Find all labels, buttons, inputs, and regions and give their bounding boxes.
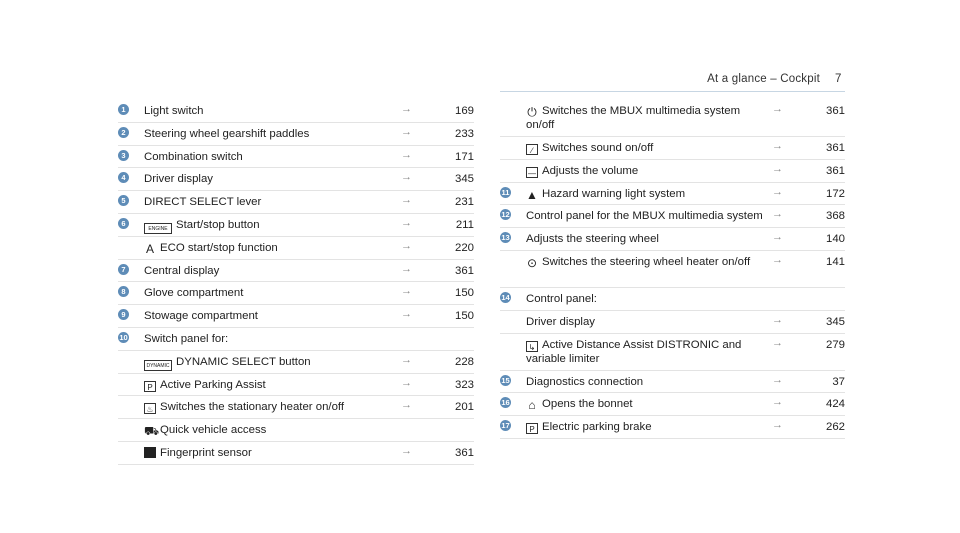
section-title: At a glance – Cockpit	[707, 73, 820, 85]
item-text: Light switch	[144, 105, 204, 117]
page-reference: 361	[825, 105, 845, 117]
reference-arrow: →	[401, 103, 412, 115]
item-label	[144, 127, 410, 141]
left-column	[118, 100, 474, 465]
item-text: Fingerprint sensor	[160, 446, 252, 459]
reference-arrow: →	[772, 162, 783, 175]
page-reference: 231	[454, 196, 474, 209]
list-item	[500, 100, 845, 137]
item-text: Switch panel for:	[144, 332, 229, 345]
header-rule	[500, 91, 845, 92]
list-item	[118, 374, 474, 397]
reference-arrow: →	[401, 262, 412, 275]
reference-arrow: →	[772, 313, 783, 326]
list-item	[500, 334, 845, 371]
item-label	[144, 355, 410, 371]
page-reference: 424	[825, 398, 845, 411]
reference-arrow: →	[772, 140, 783, 152]
mute-icon: ∕	[526, 144, 538, 155]
item-text: DIRECT SELECT lever	[144, 196, 262, 209]
page-reference: 150	[454, 287, 474, 300]
item-text: Hazard warning light system	[542, 187, 686, 200]
item-label	[144, 218, 410, 234]
reference-arrow: →	[401, 399, 412, 412]
item-text: Quick vehicle access	[160, 424, 267, 437]
page-reference: 345	[825, 315, 845, 328]
item-label	[144, 332, 410, 346]
reference-arrow: →	[772, 419, 783, 432]
list-item	[500, 371, 845, 394]
item-number-badge: 12	[501, 210, 510, 220]
list-item	[500, 137, 845, 160]
item-number-badge: 3	[118, 150, 129, 161]
page-reference: 279	[825, 338, 845, 351]
list-item	[500, 393, 845, 416]
list-item	[118, 191, 474, 214]
item-label	[144, 195, 410, 209]
reference-arrow: →	[401, 376, 412, 389]
item-text: Adjusts the steering wheel	[526, 233, 659, 246]
item-number-badge: 16	[501, 398, 510, 408]
reference-arrow: →	[772, 103, 783, 115]
item-label	[144, 446, 410, 460]
reference-arrow: →	[772, 253, 783, 266]
page-reference: 171	[454, 150, 474, 163]
page-reference: 150	[454, 310, 474, 323]
item-text: Electric parking brake	[542, 421, 652, 434]
item-label	[144, 423, 410, 437]
item-label	[526, 420, 771, 434]
list-item	[118, 168, 474, 191]
parking-assist-icon: P	[144, 381, 156, 392]
list-item	[118, 442, 474, 465]
parking-brake-icon: P	[526, 423, 538, 434]
item-text: Combination switch	[144, 150, 243, 163]
page-reference: 172	[825, 187, 845, 200]
list-item	[118, 237, 474, 260]
list-item	[500, 205, 845, 228]
list-item	[118, 305, 474, 328]
reference-arrow: →	[772, 396, 783, 409]
list-item	[118, 100, 474, 123]
list-item	[500, 251, 845, 288]
page-reference: 37	[832, 375, 845, 388]
item-label	[526, 232, 771, 246]
list-item	[500, 160, 845, 183]
bonnet-icon: ⌂	[528, 398, 536, 413]
list-item	[118, 419, 474, 442]
reference-arrow: →	[772, 231, 783, 244]
reference-arrow: →	[401, 308, 412, 321]
list-item	[500, 228, 845, 251]
item-label	[526, 397, 771, 411]
item-text: Driver display	[144, 173, 213, 186]
reference-arrow: →	[401, 125, 412, 138]
item-number-badge: 15	[501, 375, 510, 385]
item-label	[144, 400, 410, 414]
item-number-badge: 8	[118, 286, 129, 297]
page-reference: 323	[454, 378, 474, 391]
item-number-badge: 17	[501, 421, 510, 431]
list-item	[118, 214, 474, 237]
item-text: Switches the steering wheel heater on/off	[542, 255, 751, 268]
item-text: Driver display	[526, 315, 595, 328]
item-text: Start/stop button	[176, 218, 260, 231]
page-reference: 201	[454, 401, 474, 414]
item-label	[526, 292, 771, 306]
item-label	[526, 375, 771, 389]
page-reference: 361	[454, 446, 474, 459]
item-label	[526, 164, 771, 178]
item-label	[144, 104, 410, 118]
page-reference: 169	[454, 105, 474, 117]
list-item	[500, 311, 845, 334]
item-text: Switches sound on/off	[542, 142, 654, 154]
reference-arrow: →	[772, 336, 783, 349]
reference-arrow: →	[401, 353, 412, 366]
eco-icon: A	[145, 241, 154, 256]
item-number-badge: 5	[118, 195, 129, 206]
page-reference: 361	[825, 142, 845, 154]
list-item	[118, 351, 474, 374]
reference-arrow: →	[772, 373, 783, 386]
fingerprint-icon	[144, 447, 156, 458]
item-text: Active Distance Assist DISTRONIC and variable limiter	[526, 338, 742, 365]
item-text: Stowage compartment	[144, 310, 258, 323]
item-label	[144, 150, 410, 164]
item-label	[144, 172, 410, 186]
list-item	[118, 260, 474, 283]
hazard-icon: ▲	[526, 187, 538, 202]
list-item	[118, 146, 474, 169]
reference-arrow: →	[401, 171, 412, 184]
item-text: DYNAMIC SELECT button	[176, 355, 311, 368]
item-text: Control panel for the MBUX multimedia system	[526, 210, 763, 223]
list-item	[500, 183, 845, 206]
item-text: Switches the stationary heater on/off	[160, 401, 345, 414]
item-number-badge: 7	[118, 264, 129, 275]
reference-arrow: →	[401, 444, 412, 457]
item-label	[526, 141, 771, 155]
item-label	[526, 338, 771, 366]
reference-arrow: →	[401, 216, 412, 229]
page-reference: 368	[825, 210, 845, 223]
page-reference: 211	[455, 218, 474, 231]
item-label	[526, 315, 771, 329]
item-number-badge: 6	[118, 218, 129, 229]
right-column	[500, 100, 845, 439]
item-label	[144, 378, 410, 392]
item-text: Steering wheel gearshift paddles	[144, 127, 310, 140]
item-text: Central display	[144, 264, 220, 277]
item-label	[526, 209, 771, 223]
item-number-badge: 4	[118, 172, 129, 183]
list-item	[118, 123, 474, 146]
reference-arrow: →	[401, 285, 412, 298]
page-reference: 228	[454, 355, 474, 368]
list-item	[118, 282, 474, 305]
reference-arrow: →	[401, 194, 412, 207]
item-number-badge: 14	[501, 292, 510, 302]
list-item	[118, 396, 474, 419]
engine-start-stop-icon: ENGINE	[144, 223, 172, 234]
item-text: Opens the bonnet	[542, 398, 633, 411]
vehicle-access-icon: ⛟	[144, 424, 160, 439]
list-item	[118, 328, 474, 351]
item-number-badge: 10	[119, 332, 128, 342]
item-text: Glove compartment	[144, 287, 244, 300]
item-text: ECO start/stop function	[160, 241, 278, 254]
page-reference: 233	[454, 127, 474, 140]
reference-arrow: →	[401, 239, 412, 252]
item-label	[526, 104, 771, 132]
page-reference: 361	[454, 264, 474, 277]
item-text: Switches the MBUX multimedia system on/off	[526, 105, 741, 131]
item-text: Diagnostics connection	[526, 375, 644, 388]
reference-arrow: →	[772, 208, 783, 221]
page-reference: 345	[454, 173, 474, 186]
item-number-badge: 13	[501, 233, 510, 243]
item-number-badge: 9	[118, 309, 129, 320]
distronic-icon: ↳	[526, 341, 538, 352]
dynamic-select-icon: DYNAMIC	[144, 360, 172, 371]
page-reference: 361	[825, 164, 845, 177]
item-number-badge: 2	[118, 127, 129, 138]
page-reference: 141	[825, 255, 845, 268]
item-label	[144, 286, 410, 300]
page-number: 7	[835, 73, 842, 85]
list-item	[500, 288, 845, 311]
item-text: Active Parking Assist	[160, 378, 266, 391]
page-reference: 140	[825, 233, 845, 246]
reference-arrow: →	[772, 185, 783, 198]
item-label	[526, 187, 771, 201]
page-header	[0, 0, 960, 100]
heater-icon: ♨	[144, 403, 156, 414]
item-text: Control panel:	[526, 292, 597, 305]
steering-heater-icon: ⊙	[526, 255, 538, 270]
page-reference: 262	[825, 421, 845, 434]
item-label	[144, 264, 410, 278]
list-item	[500, 416, 845, 439]
item-label	[526, 255, 771, 269]
power-icon: ⏻	[527, 105, 537, 119]
item-label	[144, 241, 410, 255]
item-number-badge: 1	[118, 104, 129, 115]
reference-arrow: →	[401, 148, 412, 161]
volume-icon: —	[528, 168, 536, 178]
item-label	[144, 309, 410, 323]
item-number-badge: 11	[501, 187, 510, 197]
page-reference: 220	[454, 241, 474, 254]
item-text: Adjusts the volume	[542, 164, 639, 177]
